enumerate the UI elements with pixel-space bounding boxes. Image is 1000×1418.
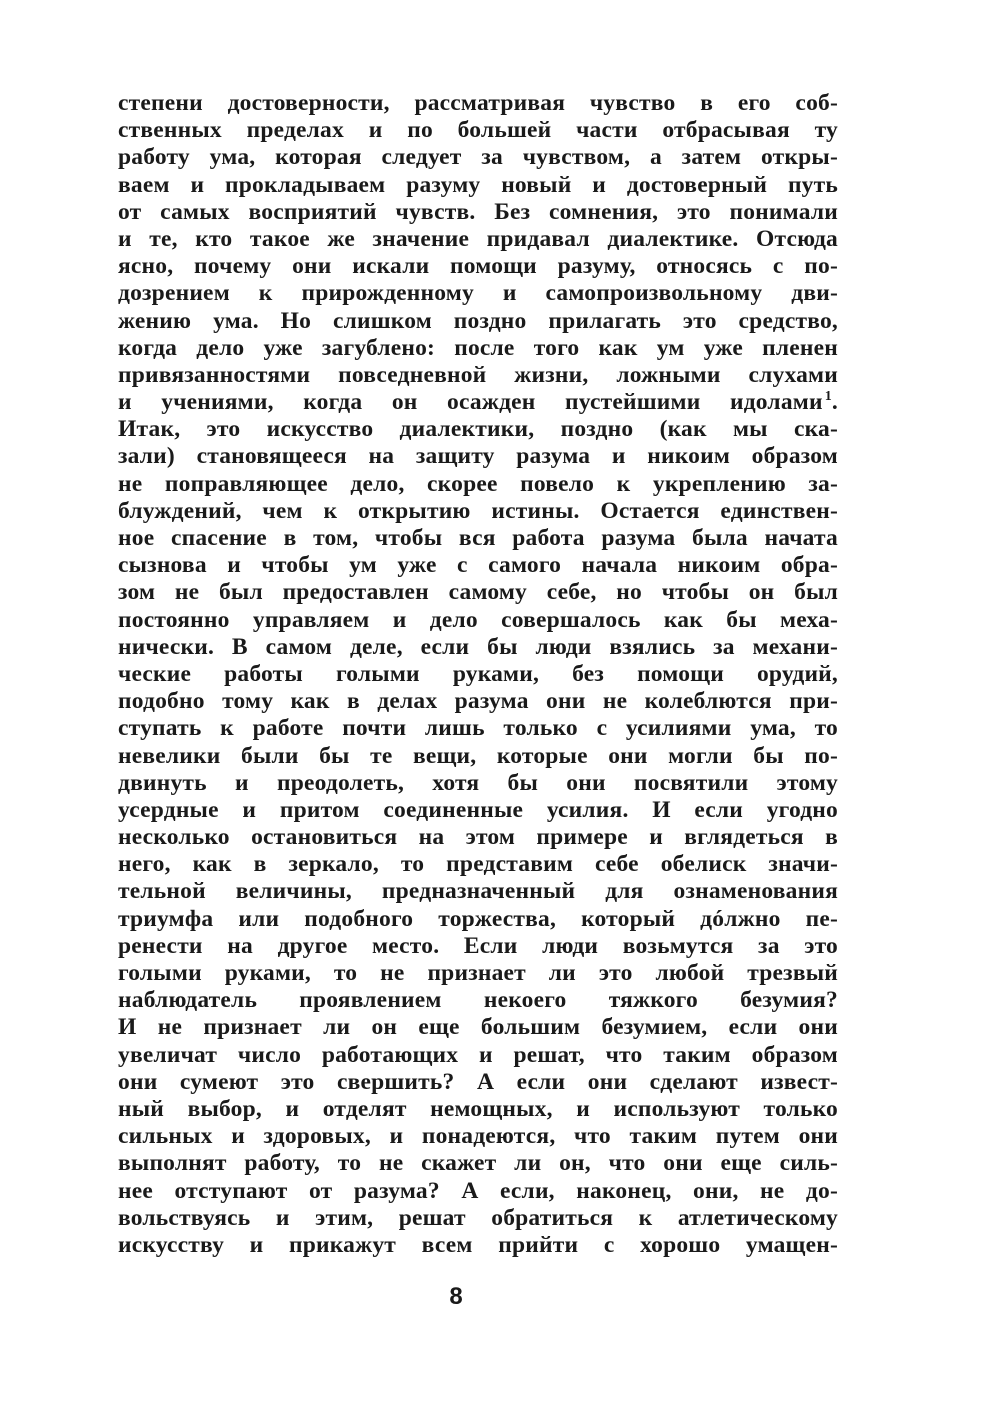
text-line: тельной величины, предназначенный для ознаменования (118, 878, 838, 905)
text-line: постоянно управляем и дело совершалось как бы меха- (118, 606, 838, 633)
text-line: вольствуясь и этим, решат обратиться к атлетическому (118, 1204, 838, 1231)
text-line: двинуть и преодолеть, хотя бы они посвятили этому (118, 769, 838, 796)
text-line: ступать к работе почти лишь только с усилиями ума, то (118, 715, 838, 742)
text-line: дозрением к прирожденному и самопроизвольному дви- (118, 280, 838, 307)
text-line: сильных и здоровых, и понадеются, что таким путем они (118, 1123, 838, 1150)
text-line: него, как в зеркало, то представим себе обелиск значи- (118, 851, 838, 878)
text-line: нее отступают от разума? А если, наконец, они, не до- (118, 1177, 838, 1204)
text-line: ственных пределах и по большей части отбрасывая ту (118, 117, 838, 144)
text-line-content: и учениями, когда он осажден пустейшими идолами (118, 389, 823, 416)
text-line: блуждений, чем к открытию истины. Остается единствен- (118, 497, 838, 524)
text-line: невелики были бы те вещи, которые они могли бы по- (118, 742, 838, 769)
text-line: И не признает ли он еще большим безумием, если они (118, 1014, 838, 1041)
text-line: когда дело уже загублено: после того как ум уже пленен (118, 334, 838, 361)
text-line: увеличат число работающих и решат, что таким образом (118, 1041, 838, 1068)
text-line: привязанностями повседневной жизни, ложными слухами (118, 361, 838, 388)
text-line: усердные и притом соединенные усилия. И если угодно (118, 796, 838, 823)
text-line: не поправляющее дело, скорее повело к укреплению за- (118, 470, 838, 497)
text-line: наблюдатель проявлением некоего тяжкого безумия? (118, 987, 838, 1014)
text-line: жению ума. Но слишком поздно прилагать это средство, (118, 307, 838, 334)
text-line: несколько остановиться на этом примере и вглядеться в (118, 824, 838, 851)
text-line: от самых восприятий чувств. Без сомнения, это понимали (118, 198, 838, 225)
text-line: ваем и прокладываем разуму новый и достоверный путь (118, 171, 838, 198)
page-number: 8 (449, 1283, 463, 1310)
text-line: выполнят работу, то не скажет ли он, что они еще силь- (118, 1150, 838, 1177)
text-line: ческие работы голыми руками, без помощи орудий, (118, 660, 838, 687)
text-line: ное спасение в том, чтобы вся работа разума была начата (118, 525, 838, 551)
text-line: зом не был предоставлен самому себе, но чтобы он был (118, 579, 838, 606)
text-line: триумфа или подобного торжества, который дóлжно пе- (118, 905, 838, 932)
text-line: голыми руками, то не признает ли это любой трезвый (118, 960, 838, 986)
text-line: сызнова и чтобы ум уже с самого начала никоим обра- (118, 552, 838, 579)
text-line: степени достоверности, рассматривая чувство в его соб- (118, 90, 838, 116)
text-line: работу ума, которая следует за чувством, а затем откры- (118, 144, 838, 171)
text-line: нически. В самом деле, если бы люди взялись за механи- (118, 633, 838, 660)
text-line: ный выбор, и отделят немощных, и используют только (118, 1095, 838, 1122)
text-line: зали) становящееся на защиту разума и никоим образом (118, 443, 838, 470)
text-line: ренести на другое место. Если люди возьмутся за это (118, 932, 838, 959)
text-line: они сумеют это свершить? А если они сделают извест- (118, 1068, 838, 1095)
text-line-with-footnote: и учениями, когда он осажден пустейшими идолами $^1$. (118, 389, 838, 416)
text-line: Итак, это искусство диалектики, поздно (как мы ска- (118, 416, 838, 443)
text-line: и те, кто такое же значение придавал диалектике. Отсюда (118, 225, 838, 252)
text-line: искусству и прикажут всем прийти с хорошо умащен- (118, 1231, 838, 1258)
footnote-marker[interactable]: 1 (824, 389, 832, 405)
text-line: подобно тому как в делах разума они не колеблются при- (118, 688, 838, 715)
body-text (118, 90, 838, 1259)
text-line: ясно, почему они искали помощи разуму, относясь с по- (118, 253, 838, 280)
